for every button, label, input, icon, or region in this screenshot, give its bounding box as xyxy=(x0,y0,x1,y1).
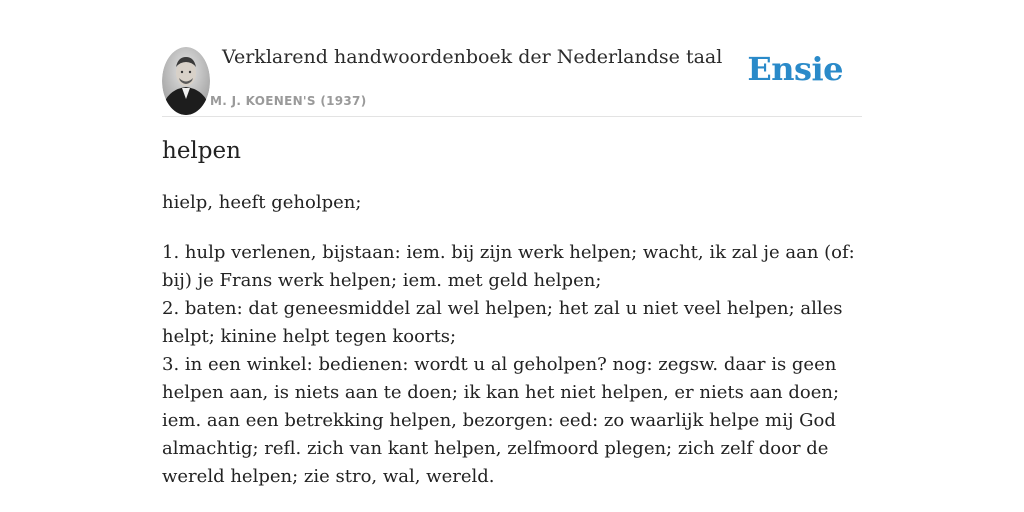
sense-3: 3. in een winkel: bedienen: wordt u al geholpen? nog: zegsw. daar is geen helpen aan, is niets aan te doen; ik kan het niet helpen, er niets aan doen; iem. aan een betrekking helpen, bezorgen: eed: zo waarlijk helpe mij God almachtig; refl. zich van kant helpen, zelfmoord plegen; zich zelf door de wereld helpen; zie stro, wal, wereld. xyxy=(162,354,840,487)
entry-headword: helpen xyxy=(162,138,241,164)
dictionary-header xyxy=(162,40,862,117)
sense-1: 1. hulp verlenen, bijstaan: iem. bij zijn werk helpen; wacht, ik zal je aan (of: bij) je Frans werk helpen; iem. met geld helpen; xyxy=(162,242,855,291)
dictionary-title[interactable]: Verklarend handwoordenboek der Nederlandse taal xyxy=(222,46,723,68)
entry-senses xyxy=(162,239,862,491)
sense-2: 2. baten: dat geneesmiddel zal wel helpen; het zal u niet veel helpen; alles helpt; kinine helpt tegen koorts; xyxy=(162,298,843,347)
author-edition: M. J. KOENEN'S (1937) xyxy=(210,94,367,108)
entry-forms: hielp, heeft geholpen; xyxy=(162,192,362,213)
author-portrait-icon xyxy=(162,47,210,115)
brand-logo-link[interactable]: Ensie xyxy=(747,50,843,88)
